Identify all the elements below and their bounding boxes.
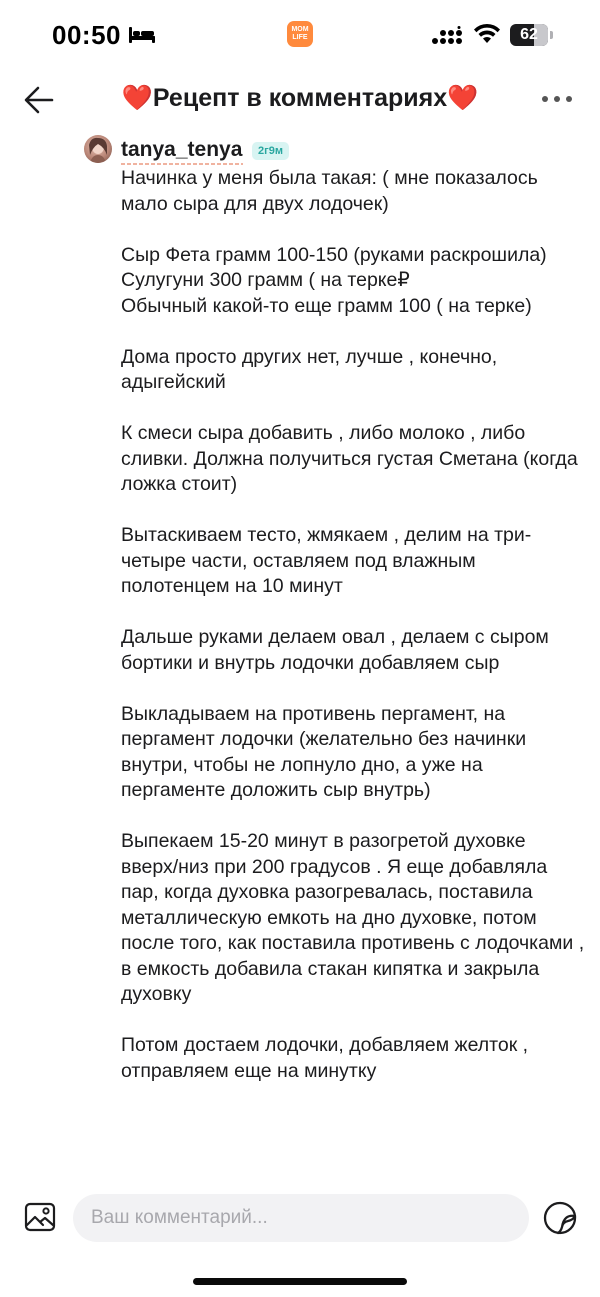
time-badge: 2г9м <box>252 142 289 160</box>
battery-body <box>510 24 548 46</box>
sleep-mode-icon <box>128 25 156 45</box>
home-indicator[interactable] <box>193 1278 407 1285</box>
avatar[interactable] <box>84 135 112 163</box>
wifi-icon <box>472 23 502 45</box>
comment-text <box>121 166 587 1110</box>
comment-paragraph: Выпекаем 15-20 минут в разогретой духовке вверх/низ при 200 градусов . Я еще добавляла пар, когда духовка разогревалась, поставила металлическую емкоть на дно духовке, потом после того, как поставила противень с лодочками , в емкость добавила стакан кипятка и закрыла духовку <box>121 830 585 1005</box>
avatar-photo-icon <box>84 135 112 163</box>
sticker-icon[interactable] <box>542 1200 578 1236</box>
heart-emoji-left: ❤️ <box>121 84 153 112</box>
comment-paragraph: Дальше руками делаем овал , делаем с сыром бортики и внутрь лодочки добавляем сыр <box>121 626 549 674</box>
momlife-app-icon: MOM LIFE <box>287 21 313 47</box>
comment-paragraph: Дома просто других нет, лучше , конечно, адыгейский <box>121 345 498 393</box>
status-time: 00:50 <box>52 20 121 50</box>
comment-paragraph: Выкладываем на противень пергамент, на пергамент лодочки (желательно без начинки внутри, чтобы не лопнуло дно, а уже на пергаменте доложить сыр внутрь) <box>121 702 527 801</box>
comment-paragraph: Вытаскиваем тесто, жмякаем , делим на три-четыре части, оставляем под влажным полотенцем на 10 минут <box>121 524 532 597</box>
page-title-text: Рецепт в комментариях <box>152 84 448 112</box>
comment-paragraph: Начинка у меня была такая: ( мне показалось мало сыра для двух лодочек) <box>121 167 538 215</box>
comment <box>0 132 600 1182</box>
comment-input-bar <box>0 1190 600 1246</box>
comment-paragraph: Потом достаем лодочки, добавляем желток , отправляем еще на минутку <box>121 1034 529 1082</box>
more-options-icon[interactable] <box>536 86 578 112</box>
page-title <box>70 80 530 116</box>
back-arrow-icon[interactable] <box>18 80 60 120</box>
comment-input[interactable] <box>73 1194 529 1242</box>
username[interactable]: tanya_tenya <box>121 138 243 161</box>
battery-indicator <box>510 24 554 46</box>
image-attach-icon[interactable] <box>24 1202 56 1232</box>
battery-level: 62 <box>520 26 538 43</box>
username-underline <box>121 163 243 165</box>
header <box>0 72 600 128</box>
comment-paragraph: К смеси сыра добавить , либо молоко , либо сливки. Должна получиться густая Сметана (когда ложка стоит) <box>121 422 578 495</box>
comment-paragraph: Сыр Фета грамм 100-150 (руками раскрошила) Сулугуни 300 грамм ( на терке₽ Обычный какой-то еще грамм 100 ( на терке) <box>121 243 547 317</box>
heart-emoji-right: ❤️ <box>447 84 479 112</box>
cellular-signal-icon <box>431 26 463 46</box>
status-bar <box>0 0 600 70</box>
